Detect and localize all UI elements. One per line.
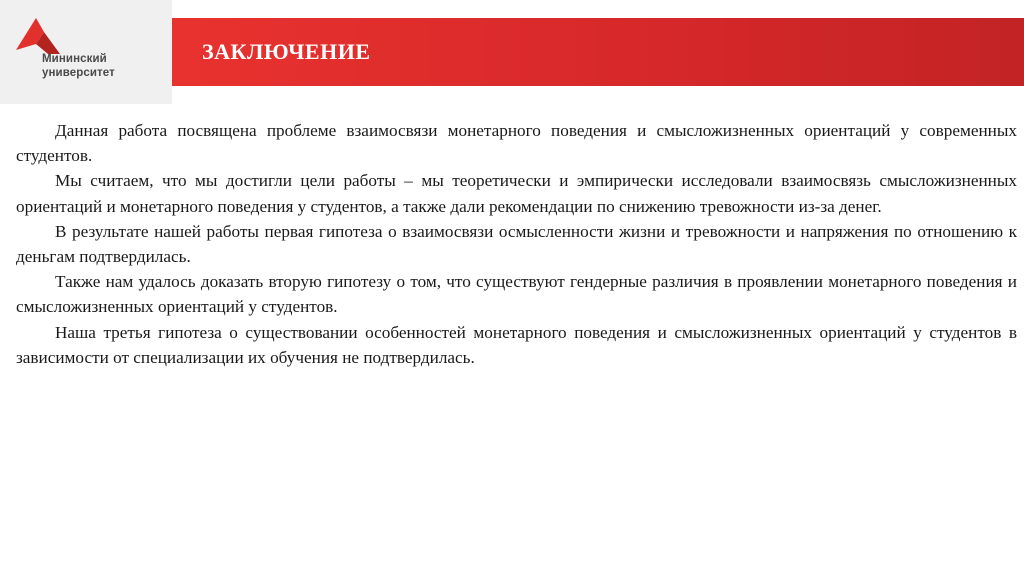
conclusion-text	[16, 118, 1017, 370]
paragraph-2: Мы считаем, что мы достигли цели работы – мы теоретически и эмпирически исследовали взаимосвязь смысложизненных ориентаций и монетарного поведения у студентов, а также дали рекомендации по снижению тревожности из-за денег.	[16, 171, 1017, 216]
university-name	[42, 52, 115, 80]
university-name-line2: университет	[42, 67, 115, 79]
paragraph-3: В результате нашей работы первая гипотеза о взаимосвязи осмысленности жизни и тревожности и напряжения по отношению к деньгам подтвердилась.	[16, 221, 1017, 267]
logo-panel	[0, 0, 172, 104]
university-name-line1: Мининский	[42, 53, 107, 65]
slide-title: ЗАКЛЮЧЕНИЕ	[202, 39, 371, 64]
paragraph-1: Данная работа посвящена проблеме взаимосвязи монетарного поведения и смысложизненных ориентаций у современных студентов.	[16, 121, 1017, 166]
header-bar	[172, 18, 1024, 86]
paragraph-5: Наша третья гипотеза о существовании особенностей монетарного поведения и смысложизненных ориентаций у студентов в зависимости от специализации их обучения не подтвердилась.	[16, 322, 1017, 367]
paragraph-4: Также нам удалось доказать вторую гипотезу о том, что существуют гендерные различия в проявлении монетарного поведения и смысложизненных ориентаций у студентов.	[16, 272, 1017, 317]
